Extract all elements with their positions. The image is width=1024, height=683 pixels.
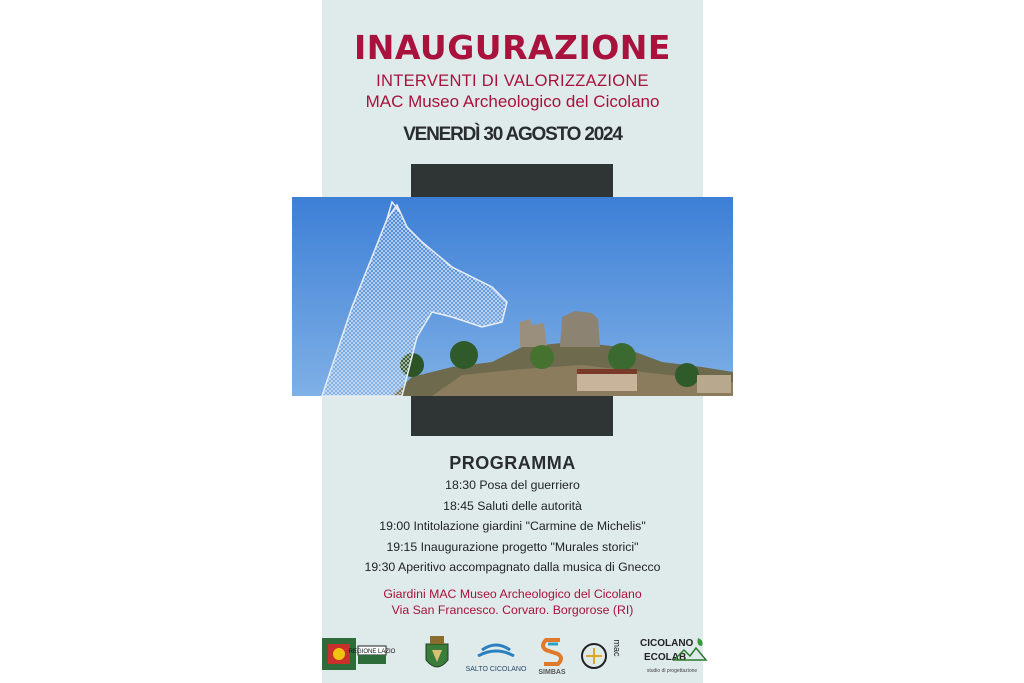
event-date: VENERDÌ 30 AGOSTO 2024 <box>403 124 622 145</box>
programma-item: 18:45 Saluti delle autorità <box>443 498 582 513</box>
mac-label: mac <box>612 639 622 657</box>
cicolano-label: CICOLANO <box>640 638 694 649</box>
venue-info <box>322 586 703 618</box>
mac-logo <box>578 634 622 676</box>
regione-lazio-logo <box>320 636 396 672</box>
programma-list <box>322 475 703 578</box>
simbas-label: SIMBAS <box>538 669 566 676</box>
event-subtitle: INTERVENTI DI VALORIZZAZIONE <box>376 72 649 90</box>
partner-logos <box>320 630 710 680</box>
dark-band-top <box>411 164 613 198</box>
venue-name: Giardini MAC Museo Archeologico del Cicolano <box>383 587 642 601</box>
event-photo <box>292 197 733 396</box>
programma-item: 18:30 Posa del guerriero <box>445 478 580 492</box>
regione-lazio-label: REGIONE LAZIO <box>348 649 396 655</box>
event-title: INAUGURAZIONE <box>354 28 671 67</box>
programma-item: 19:30 Aperitivo accompagnato dalla musica di Gnecco <box>364 560 661 574</box>
programma-heading: PROGRAMMA <box>449 453 576 473</box>
cicolano-ecolab-logo <box>638 634 708 676</box>
programma-item: 19:00 Intitolazione giardini "Carmine de Michelis" <box>379 519 646 533</box>
simbas-logo <box>532 634 572 676</box>
comune-crest-icon <box>422 634 452 676</box>
museum-name: MAC Museo Archeologico del Cicolano <box>365 92 660 111</box>
ecolab-label: ECOLAB <box>644 652 687 663</box>
ecolab-tagline: studio di progettazione <box>646 668 698 674</box>
salto-cicolano-logo <box>465 636 527 676</box>
salto-cicolano-label: SALTO CICOLANO <box>465 666 527 673</box>
programma-item: 19:15 Inaugurazione progetto "Murales storici" <box>386 539 639 554</box>
venue-address: Via San Francesco. Corvaro. Borgorose (RI) <box>391 603 634 617</box>
dark-band-bottom <box>411 394 613 436</box>
